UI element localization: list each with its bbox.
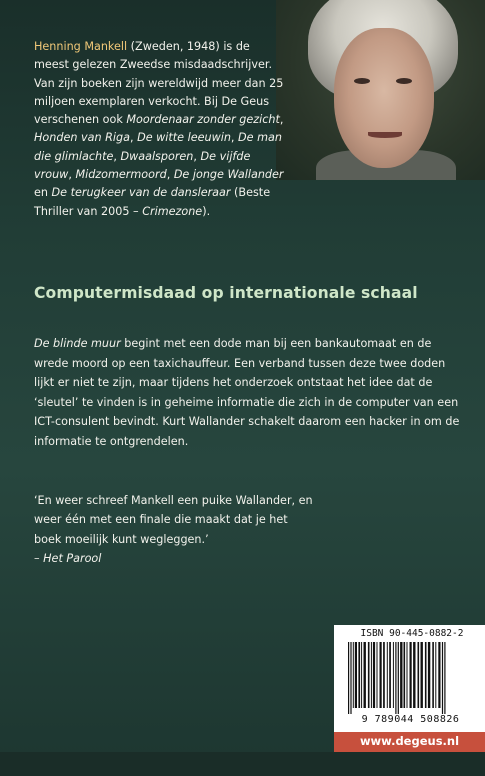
bio-title-1: Moordenaar zonder gezicht <box>126 113 280 127</box>
barcode-bar <box>393 642 394 708</box>
barcode-bar <box>387 642 388 708</box>
bio-separator: en <box>34 186 52 200</box>
author-bio <box>34 38 286 221</box>
barcode-bar <box>364 642 366 708</box>
author-photo <box>276 0 485 180</box>
barcode-bars <box>348 642 473 714</box>
bottom-band <box>0 752 485 776</box>
barcode-bar <box>373 642 375 708</box>
barcode-bar <box>368 642 370 708</box>
barcode-bar <box>350 642 351 714</box>
barcode-bar <box>395 642 396 714</box>
bio-title-8: De jonge Wallander <box>173 168 284 182</box>
bio-award-close: ). <box>202 204 211 218</box>
bio-award: (Beste Thriller van 2005 – <box>34 186 271 218</box>
barcode-bar <box>353 642 354 708</box>
bio-title-5: Dwaalsporen <box>120 149 194 163</box>
bio-title-3: De witte leeuwin <box>137 131 231 145</box>
publisher-url[interactable]: www.degeus.nl <box>359 734 460 748</box>
bio-separator: , <box>129 131 138 145</box>
barcode-bar <box>361 642 362 708</box>
author-name: Henning Mankell <box>34 40 128 53</box>
headline: Computermisdaad op internationale schaal <box>34 284 418 302</box>
bio-text: (Zweden, 1948) is de meest gelezen Zweedse misdaadschrijver. Van zijn boeken zijn wereldwijd meer dan 25 miljoen exemplaren verkocht. Bij De Geus verschenen ook <box>34 40 284 127</box>
bio-separator: , <box>113 149 121 163</box>
publisher-url-strip <box>334 732 485 752</box>
blurb <box>34 334 466 452</box>
bio-award-source: Crimezone <box>142 204 203 218</box>
barcode-bar <box>418 642 420 708</box>
author-photo-face <box>334 28 434 168</box>
barcode-bar <box>425 642 427 708</box>
quote-text: ‘En weer schreef Mankell een puike Wallander, en weer één met een finale die maakt dat je het boek moeilijk kunt wegleggen.’ <box>34 494 313 546</box>
bio-separator: , <box>193 149 201 163</box>
barcode-bar <box>442 642 443 714</box>
bio-title-2: Honden van Riga <box>34 131 130 145</box>
bio-separator: , <box>166 168 174 182</box>
bio-separator: , <box>230 131 239 145</box>
bio-separator: , <box>279 113 284 127</box>
barcode-bar <box>404 642 406 708</box>
barcode-bar <box>410 642 412 708</box>
barcode-bar <box>358 642 360 708</box>
barcode-bar <box>407 642 408 708</box>
bio-title-7: Midzomermoord <box>75 168 167 182</box>
barcode-bar <box>377 642 378 708</box>
barcode-bar <box>435 642 436 708</box>
isbn-label: ISBN 90-445-0882-2 <box>360 628 464 639</box>
barcode-bar <box>389 642 391 708</box>
barcode-bar <box>444 642 445 714</box>
bio-separator: , <box>68 168 76 182</box>
bio-title-6: De vijfde vrouw <box>34 149 251 182</box>
barcode-bar <box>355 642 357 708</box>
barcode-bar <box>421 642 423 708</box>
bio-title-9: De terugkeer van de dansleraar <box>51 186 231 200</box>
barcode-bar <box>413 642 415 708</box>
barcode-bar <box>371 642 372 708</box>
quote-attribution: – Het Parool <box>34 552 102 566</box>
author-photo-mouth <box>368 132 402 138</box>
review-quote <box>34 491 314 569</box>
author-photo-eye-left <box>354 78 370 84</box>
barcode-bar <box>348 642 349 714</box>
barcode-bar <box>383 642 385 708</box>
barcode-bar <box>428 642 430 708</box>
barcode-bar <box>380 642 382 708</box>
author-photo-eye-right <box>396 78 412 84</box>
barcode-number: 9 789044 508826 <box>361 714 460 725</box>
blurb-book-title: De blinde muur <box>34 337 121 350</box>
barcode-bar <box>432 642 434 708</box>
bio-title-4: De man die glimlachte <box>34 131 282 163</box>
barcode-box <box>334 625 485 732</box>
blurb-text: begint met een dode man bij een bankautomaat en de wrede moord op een taxichauffeur. Een verband tussen deze twee doden lijkt er niet te zijn, maar tijdens het onderzoek ontstaat het idee dat de ‘sleutel’ te vinden is in geheime informatie die zich in de computer van een ICT-consulent bevindt. Kurt Wallander schakelt daarom een hacker in om de informatie te ontgrendelen. <box>34 337 460 448</box>
barcode-bar <box>400 642 402 708</box>
barcode-bar <box>398 642 399 714</box>
barcode-bar <box>438 642 440 708</box>
